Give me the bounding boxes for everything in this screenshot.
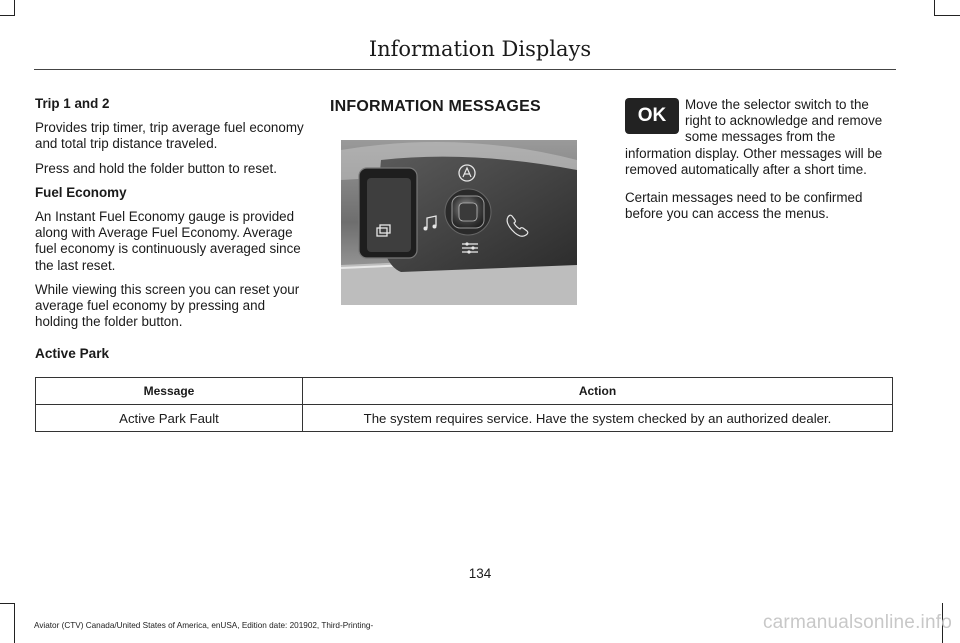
footer-edition-info: Aviator (CTV) Canada/United States of America, enUSA, Edition date: 201902, Third-Printing-	[34, 621, 374, 630]
table-header-row	[36, 378, 893, 405]
column-header-action: Action	[303, 378, 893, 405]
table-row	[36, 405, 893, 432]
action-cell: The system requires service. Have the system checked by an authorized dealer.	[303, 405, 893, 432]
crop-mark	[0, 603, 15, 604]
page-title: Information Displays	[368, 37, 592, 61]
column-header-message: Message	[36, 378, 303, 405]
fuel-reset-paragraph: While viewing this screen you can reset your average fuel economy by pressing and holding the folder button.	[35, 281, 300, 330]
watermark: carmanualsonline.info	[762, 612, 952, 633]
selector-instruction: Move the selector switch to the right to acknowledge and remove some messages from the	[685, 97, 883, 145]
active-park-heading: Active Park	[35, 346, 110, 361]
ok-selector[interactable]	[445, 189, 491, 235]
steering-wheel-illustration	[341, 140, 577, 305]
message-cell: Active Park Fault	[36, 405, 303, 432]
fuel-paragraph: An Instant Fuel Economy gauge is provided along with Average Fuel Economy. Average fuel economy is continuously averaged since the last reset.	[35, 209, 301, 273]
steering-wheel-controls-figure	[341, 140, 577, 305]
menu-icon[interactable]	[462, 242, 478, 253]
left-column	[35, 96, 307, 338]
crop-mark	[14, 603, 15, 643]
trip-heading: Trip 1 and 2	[35, 96, 110, 111]
messages-table	[35, 377, 893, 432]
crop-mark	[934, 15, 960, 16]
crop-mark	[14, 0, 15, 16]
fuel-heading: Fuel Economy	[35, 184, 127, 200]
header-divider	[34, 69, 896, 70]
reset-paragraph: Press and hold the folder button to reset.	[35, 160, 277, 176]
confirm-text: Certain messages need to be confirmed before you can access the menus.	[625, 190, 863, 222]
page-number: 134	[468, 566, 492, 581]
ok-button-illustration: OK	[625, 98, 679, 134]
auto-remove-text: information display. Other messages will be removed automatically after a short time.	[625, 146, 883, 178]
crop-mark	[934, 0, 935, 16]
trip-paragraph: Provides trip timer, trip average fuel economy and total trip distance traveled.	[35, 120, 304, 152]
section-heading: INFORMATION MESSAGES	[330, 98, 541, 115]
crop-mark	[0, 15, 15, 16]
